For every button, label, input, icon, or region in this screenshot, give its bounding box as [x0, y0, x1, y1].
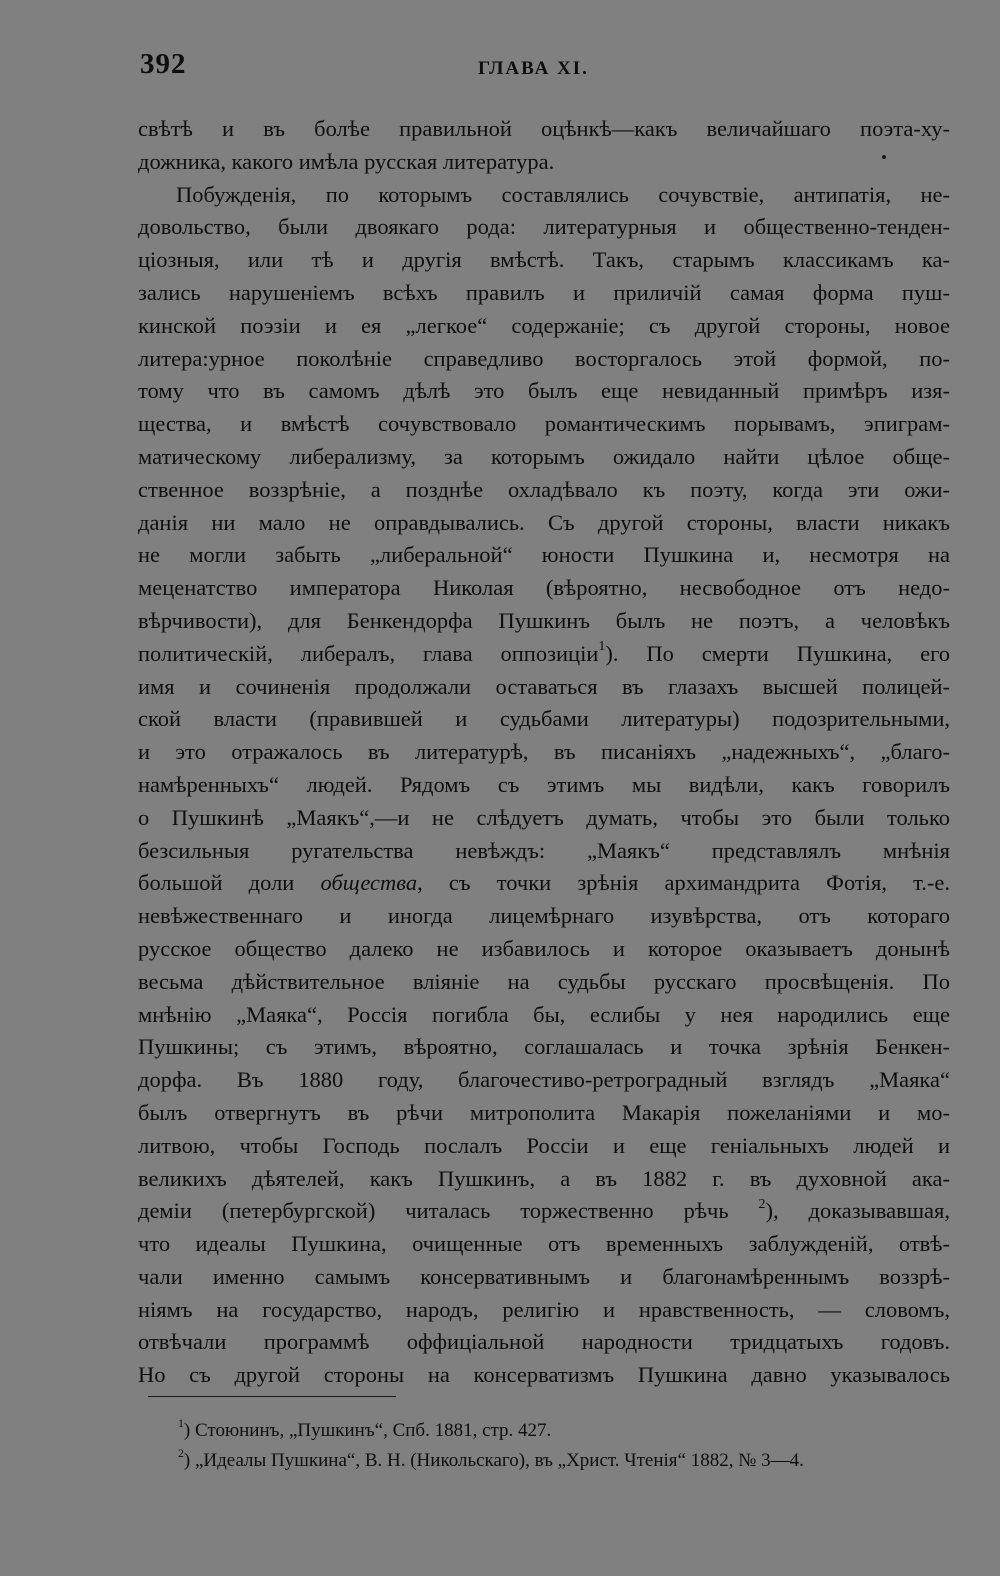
text-line: былъ отвергнутъ въ рѣчи митрополита Макарія пожеланіями и мо- [138, 1099, 950, 1125]
text-line: мнѣнію „Маяка“, Россія погибла бы, еслибы у нея народились еще [138, 1001, 950, 1027]
text-line: чали именно самымъ консервативнымъ и благонамѣреннымъ воззрѣ- [138, 1263, 950, 1289]
text-line: намѣренныхъ“ людей. Рядомъ съ этимъ мы видѣли, какъ говорилъ [138, 771, 950, 797]
text-line: весьма дѣйствительное вліяніе на судьбы русскаго просвѣщенія. По [138, 968, 950, 994]
text-line: дожника, какого имѣла русская литература. [138, 148, 555, 174]
footnotes [178, 1416, 950, 1476]
text-line: большой доли общества, съ точки зрѣнія архимандрита Фотія, т.-е. [138, 870, 950, 896]
text-line: тому что въ самомъ дѣлѣ это былъ еще невиданный примѣръ изя- [138, 378, 950, 404]
footnote-2: $^2$) „Идеалы Пушкина“, В. Н. (Никольскаго), въ „Христ. Чтенія“ 1882, № 3—4. [178, 1446, 804, 1471]
footnote-mark: 2 [178, 1446, 184, 1460]
text-line: ніямъ на государство, народъ, религію и нравственность, — словомъ, [138, 1296, 950, 1322]
text-line: дорфа. Въ 1880 году, благочестиво-ретроградный взглядъ „Маяка“ [138, 1067, 950, 1093]
footnote-divider [148, 1396, 396, 1397]
main-text [138, 113, 950, 1392]
text-line: Но съ другой стороны на консерватизмъ Пушкина давно указывалось [138, 1362, 950, 1388]
text-line: вѣрчивости), для Бенкендорфа Пушкинъ былъ не поэтъ, а человѣкъ [138, 607, 950, 633]
text-line: ціозныя, или тѣ и другія вмѣстѣ. Такъ, старымъ классикамъ ка- [138, 247, 950, 273]
text-line: Пушкины; съ этимъ, вѣроятно, соглашалась и точка зрѣнія Бенкен- [138, 1034, 950, 1060]
text-line: литера:урное поколѣніе справедливо восторгалось этой формой, по- [138, 345, 950, 371]
footnote-ref: 1 [598, 639, 606, 655]
italic-word: общества [320, 870, 418, 896]
text-line: литвою, чтобы Господь послалъ Россіи и еще геніальныхъ людей и [138, 1132, 950, 1158]
text-line: отвѣчали программѣ оффиціальной народности тридцатыхъ годовъ. [138, 1329, 950, 1355]
text-line: и это отражалось въ литературѣ, въ писаніяхъ „надежныхъ“, „благо- [138, 739, 950, 765]
text-line: великихъ дѣятелей, какъ Пушкинъ, а въ 1882 г. въ духовной ака- [138, 1165, 950, 1191]
page-number: 392 [140, 48, 187, 80]
text-line: имя и сочиненія продолжали оставаться въ глазахъ высшей полицей- [138, 673, 950, 699]
text-line: русское общество далеко не избавилось и которое оказываетъ донынѣ [138, 935, 950, 961]
text-line: матическому либерализму, за которымъ ожидало найти цѣлое обще- [138, 443, 950, 469]
text-line: о Пушкинѣ „Маякъ“,—и не слѣдуетъ думать, чтобы это были только [138, 804, 950, 830]
text-line: не могли забыть „либеральной“ юности Пушкина и, несмотря на [138, 542, 950, 568]
text-line: зались нарушеніемъ всѣхъ правилъ и приличій самая форма пуш- [138, 279, 950, 305]
footnote-ref: 2 [758, 1196, 766, 1212]
text-line: кинской поэзіи и ея „легкое“ содержаніе; съ другой стороны, новое [138, 312, 950, 338]
text-line: невѣжественнаго и иногда лицемѣрнаго изувѣрства, отъ котораго [138, 903, 950, 929]
text-line: данія ни мало не оправдывались. Съ другой стороны, власти никакъ [138, 509, 950, 535]
footnote-mark: 1 [178, 1416, 184, 1430]
text-line: ственное воззрѣніе, а позднѣе охладѣвало къ поэту, когда эти ожи- [138, 476, 950, 502]
running-head: ГЛАВА XI. [478, 58, 589, 79]
page-header [140, 48, 948, 92]
text-line: безсильныя ругательства невѣждъ: „Маякъ“ представлялъ мнѣнія [138, 837, 950, 863]
text-line: довольство, были двоякаго рода: литературныя и общественно-тенден- [138, 214, 950, 240]
text-line: свѣтѣ и въ болѣе правильной оцѣнкѣ—какъ величайшаго поэта-ху- [138, 116, 950, 141]
text-line: что идеалы Пушкина, очищенные отъ временныхъ заблужденій, отвѣ- [138, 1231, 950, 1257]
text-line: деміи (петербургской) читалась торжественно рѣчь $^2$), доказывавшая, [138, 1196, 950, 1224]
footnote-1: $^1$) Стоюнинъ, „Пушкинъ“, Спб. 1881, стр. 427. [178, 1416, 552, 1441]
text-line: меценатство императора Николая (вѣроятно, несвободное отъ недо- [138, 575, 950, 601]
text-line: политическій, либералъ, глава оппозиціи$^1$). По смерти Пушкина, его [138, 639, 951, 666]
text-line: Побужденія, по которымъ составлялись сочувствіе, антипатія, не- [176, 181, 950, 207]
text-line: ской власти (правившей и судьбами литературы) подозрительными, [138, 706, 950, 732]
text-line: щества, и вмѣстѣ сочувствовало романтическимъ порывамъ, эпиграм- [138, 411, 950, 437]
